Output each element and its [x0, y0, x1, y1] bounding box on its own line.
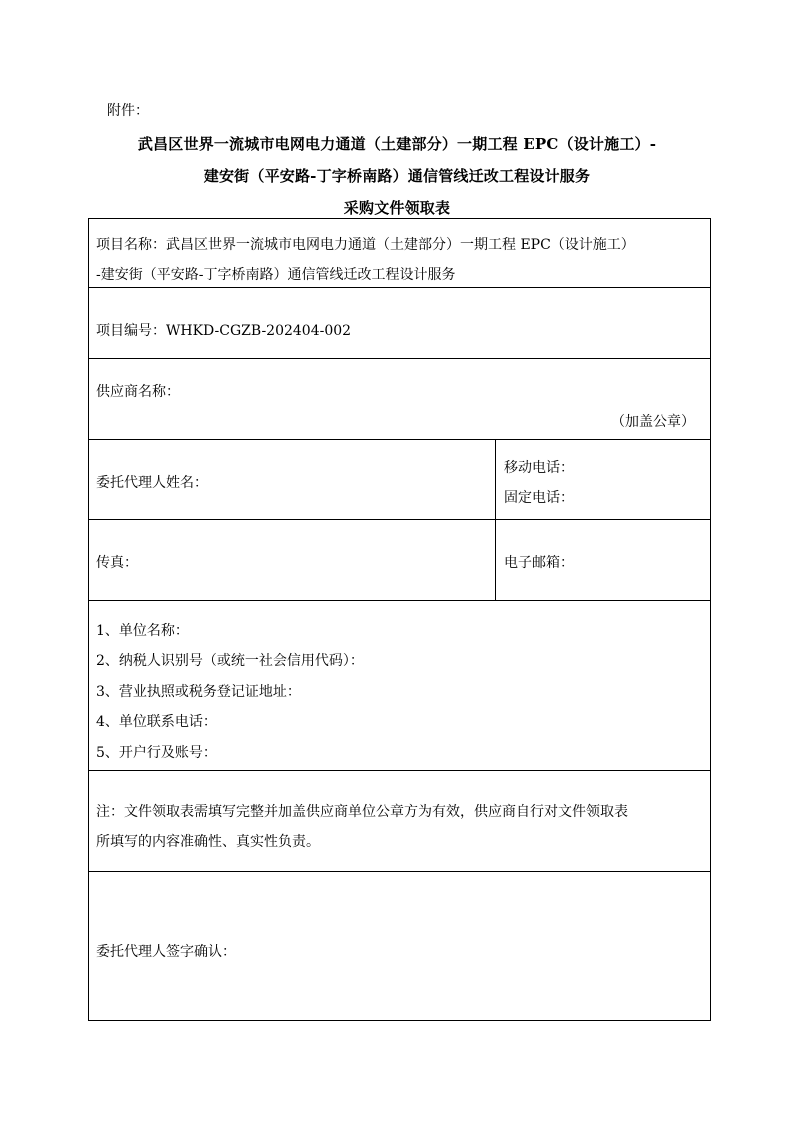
fax-email-row — [89, 520, 710, 601]
project-number: 项目编号：WHKD-CGZB-202404-002 — [96, 323, 352, 339]
company-info-row — [89, 601, 710, 771]
agent-contact-row — [89, 440, 710, 520]
supplier-name-label: 供应商名称： — [96, 384, 180, 400]
project-number-row — [89, 288, 710, 359]
project-name-row — [89, 219, 710, 288]
procurement-form-table — [88, 218, 711, 1021]
info-item-company-name: 1、单位名称： — [96, 623, 189, 639]
column-divider — [495, 520, 496, 600]
form-title: 采购文件领取表 — [343, 199, 451, 217]
signature-row — [89, 872, 710, 1020]
fax-label: 传真： — [96, 555, 138, 571]
column-divider — [495, 440, 496, 519]
note-line-1: 注：文件领取表需填写完整并加盖供应商单位公章方为有效，供应商自行对文件领取表 — [96, 804, 628, 820]
project-name-line-2: -建安街（平安路-丁字桥南路）通信管线迁改工程设计服务 — [96, 267, 456, 283]
note-line-2: 所填写的内容准确性、真实性负责。 — [96, 834, 320, 850]
attachment-label: 附件： — [107, 103, 149, 119]
mobile-phone-label: 移动电话： — [504, 460, 574, 476]
info-item-tax-id: 2、纳税人识别号（或统一社会信用代码）： — [96, 653, 364, 669]
note-row — [89, 771, 710, 872]
info-item-license-address: 3、营业执照或税务登记证地址： — [96, 684, 301, 700]
stamp-note: （加盖公章） — [611, 414, 695, 430]
agent-signature-label: 委托代理人签字确认： — [96, 944, 236, 960]
fixed-phone-label: 固定电话： — [504, 490, 574, 506]
project-name-line-1: 项目名称：武昌区世界一流城市电网电力通道（土建部分）一期工程 EPC（设计施工） — [96, 237, 635, 253]
title-line-1: 武昌区世界一流城市电网电力通道（土建部分）一期工程 EPC（设计施工）- — [137, 135, 657, 153]
email-label: 电子邮箱： — [504, 555, 574, 571]
info-item-company-phone: 4、单位联系电话： — [96, 714, 217, 730]
agent-name-label: 委托代理人姓名： — [96, 475, 208, 491]
supplier-row — [89, 359, 710, 440]
title-line-2: 建安街（平安路-丁字桥南路）通信管线迁改工程设计服务 — [203, 167, 591, 185]
info-item-bank-account: 5、开户行及账号： — [96, 745, 217, 761]
